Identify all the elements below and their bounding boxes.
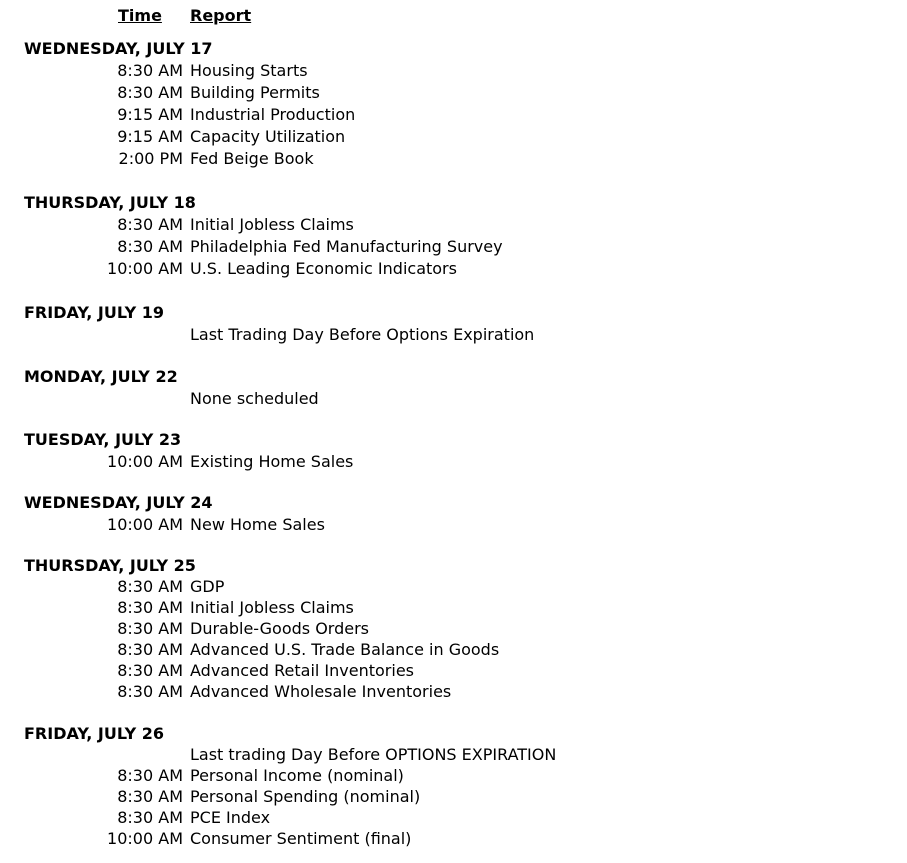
release-time: 8:30 AM bbox=[117, 766, 183, 785]
report-name: Personal Spending (nominal) bbox=[190, 787, 421, 806]
release-time: 8:30 AM bbox=[117, 808, 183, 827]
report-name: U.S. Leading Economic Indicators bbox=[190, 259, 457, 278]
day-heading: MONDAY, JULY 22 bbox=[24, 367, 178, 386]
schedule-row bbox=[0, 828, 907, 849]
schedule-row bbox=[0, 60, 907, 81]
report-name: Capacity Utilization bbox=[190, 127, 346, 146]
release-time: 2:00 PM bbox=[118, 149, 183, 168]
schedule-row bbox=[0, 451, 907, 472]
report-name: Industrial Production bbox=[190, 105, 356, 124]
day-heading: FRIDAY, JULY 19 bbox=[24, 303, 164, 322]
release-time: 10:00 AM bbox=[107, 515, 183, 534]
release-time: 9:15 AM bbox=[117, 127, 183, 146]
schedule-row bbox=[0, 82, 907, 103]
report-name: Advanced Retail Inventories bbox=[190, 661, 414, 680]
schedule-row bbox=[0, 126, 907, 147]
day-heading: TUESDAY, JULY 23 bbox=[24, 430, 182, 449]
schedule-row bbox=[0, 148, 907, 169]
release-time: 8:30 AM bbox=[117, 661, 183, 680]
release-time: 8:30 AM bbox=[117, 619, 183, 638]
release-time: 9:15 AM bbox=[117, 105, 183, 124]
report-name: Last trading Day Before OPTIONS EXPIRATION bbox=[190, 745, 557, 764]
report-name: GDP bbox=[190, 577, 225, 596]
time-column-header: Time bbox=[118, 6, 162, 25]
schedule-row bbox=[0, 807, 907, 828]
release-time: 8:30 AM bbox=[117, 598, 183, 617]
report-name: Personal Income (nominal) bbox=[190, 766, 404, 785]
report-name: Last Trading Day Before Options Expiration bbox=[190, 325, 535, 344]
report-name: Durable-Goods Orders bbox=[190, 619, 370, 638]
schedule-row bbox=[0, 214, 907, 235]
report-name: Fed Beige Book bbox=[190, 149, 314, 168]
day-heading: THURSDAY, JULY 25 bbox=[24, 556, 196, 575]
day-heading: THURSDAY, JULY 18 bbox=[24, 193, 196, 212]
release-time: 10:00 AM bbox=[107, 829, 183, 848]
release-time: 10:00 AM bbox=[107, 259, 183, 278]
report-name: Existing Home Sales bbox=[190, 452, 354, 471]
release-time: 8:30 AM bbox=[117, 682, 183, 701]
schedule-row bbox=[0, 744, 907, 765]
schedule-row bbox=[0, 388, 907, 409]
report-name: PCE Index bbox=[190, 808, 271, 827]
day-heading: WEDNESDAY, JULY 17 bbox=[24, 39, 213, 58]
schedule-row bbox=[0, 618, 907, 639]
report-column-header: Report bbox=[190, 6, 252, 25]
day-heading: FRIDAY, JULY 26 bbox=[24, 724, 164, 743]
schedule-row bbox=[0, 576, 907, 597]
schedule-row bbox=[0, 786, 907, 807]
schedule-row bbox=[0, 514, 907, 535]
schedule-row bbox=[0, 660, 907, 681]
report-name: Building Permits bbox=[190, 83, 320, 102]
release-time: 8:30 AM bbox=[117, 787, 183, 806]
schedule-row bbox=[0, 104, 907, 125]
report-name: Consumer Sentiment (final) bbox=[190, 829, 412, 848]
release-time: 8:30 AM bbox=[117, 83, 183, 102]
release-time: 10:00 AM bbox=[107, 452, 183, 471]
schedule-row bbox=[0, 324, 907, 345]
report-name: Initial Jobless Claims bbox=[190, 598, 354, 617]
release-time: 8:30 AM bbox=[117, 640, 183, 659]
schedule-row bbox=[0, 765, 907, 786]
report-name: Initial Jobless Claims bbox=[190, 215, 354, 234]
report-name: Advanced U.S. Trade Balance in Goods bbox=[190, 640, 500, 659]
release-time: 8:30 AM bbox=[117, 61, 183, 80]
release-time: 8:30 AM bbox=[117, 577, 183, 596]
report-name: None scheduled bbox=[190, 389, 319, 408]
report-name: Philadelphia Fed Manufacturing Survey bbox=[190, 237, 503, 256]
release-time: 8:30 AM bbox=[117, 237, 183, 256]
report-name: Advanced Wholesale Inventories bbox=[190, 682, 452, 701]
report-name: New Home Sales bbox=[190, 515, 325, 534]
report-name: Housing Starts bbox=[190, 61, 308, 80]
release-time: 8:30 AM bbox=[117, 215, 183, 234]
schedule-row bbox=[0, 258, 907, 279]
schedule-row bbox=[0, 681, 907, 702]
schedule-row bbox=[0, 236, 907, 257]
schedule-row bbox=[0, 597, 907, 618]
schedule-row bbox=[0, 639, 907, 660]
day-heading: WEDNESDAY, JULY 24 bbox=[24, 493, 213, 512]
